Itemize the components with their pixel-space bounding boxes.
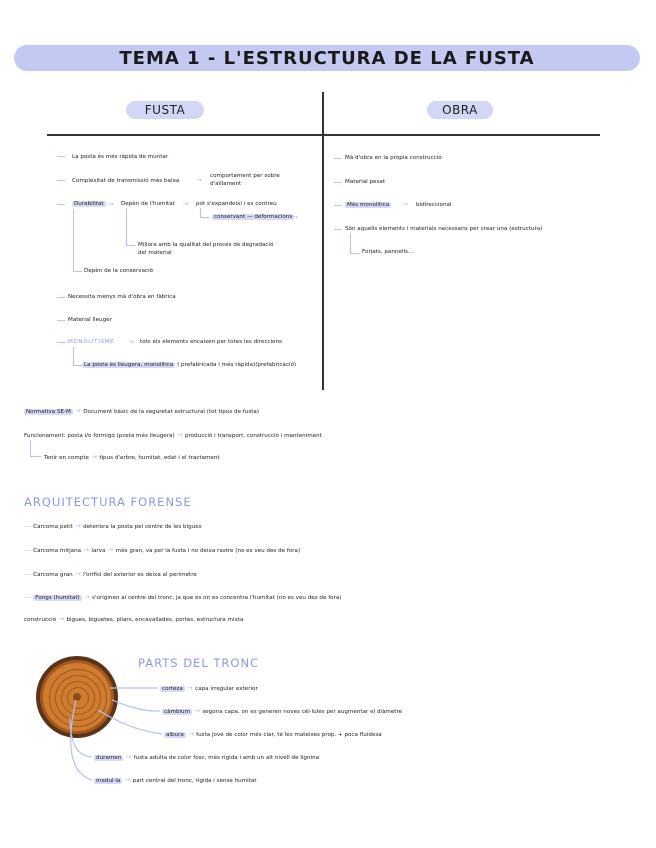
fusta-item-6c-rest: ( prefabricada i més ràpida)(prefabricació) — [177, 362, 297, 368]
column-heading-obra-label: OBRA — [442, 103, 478, 117]
trunk-part-corteza-label: corteza — [162, 686, 183, 692]
obra-item-3b: bidireccional — [416, 202, 452, 208]
durabilitat-highlight: Durabilitat — [74, 201, 104, 207]
forense-item-2-larva: larva — [91, 548, 106, 554]
arrow-icon: → — [192, 707, 203, 715]
fusta-item-monolitisme: MONOLITISME — [68, 339, 115, 345]
funcionament-label: Funcionament: posta i/o formigó (posta més lleugera) — [24, 433, 175, 439]
trunk-part-albura-label: albura — [166, 732, 184, 738]
trunk-part-cambium-label: càmbium — [164, 709, 191, 715]
forense-item-5-label: construcció — [24, 617, 57, 623]
arrow-icon: → — [105, 546, 116, 554]
arrow-icon: → — [292, 213, 298, 221]
forense-item-3-text: l'orifici del exterior es deixa al perímetre — [83, 572, 197, 578]
bullet-dash: — — [24, 522, 34, 530]
tenir-compte-text: tipus d'arbre, humitat, edat i el tractament — [99, 455, 220, 461]
trunk-part-duramen — [94, 753, 319, 762]
arrow-icon: → — [402, 200, 408, 208]
forense-item-1-text: deteriora la posta pel centre de les bigues — [83, 524, 202, 530]
normativa-highlight: Normativa SE-M — [26, 409, 71, 415]
fusta-item-1: La posta és més ràpida de muntar — [72, 154, 169, 160]
fusta-item-3d-line1: Millora amb la qualitat del procés de degradació — [138, 242, 274, 248]
trunk-part-medulla-label: medul·la — [96, 778, 121, 784]
bullet-dash: — — [24, 570, 34, 578]
fusta-item-3d-line2: del material — [138, 250, 172, 256]
bullet-dash: — — [24, 593, 34, 601]
trunk-part-duramen-label: duramen — [96, 755, 122, 761]
funcionament-text: producció i transport, construcció i manteniment — [184, 433, 322, 439]
trunk-part-albura-text: fusta jove de color més clar, té les mateixes prop. + poca fluïdesa — [196, 732, 382, 738]
arrow-icon: → — [88, 453, 100, 461]
forense-item-4-text: s'originen al centre del tronc, ja que és on es concentra l'humitat (no es veu des de fora) — [92, 595, 342, 601]
trunk-part-duramen-text: fusta adulta de color fosc, més rígida i amb un alt nivell de lignina — [133, 755, 320, 761]
trunk-part-medulla — [94, 776, 257, 785]
arrow-icon: → — [81, 593, 93, 601]
arrow-icon: → — [185, 730, 197, 738]
fusta-item-2: Complexitat de transmissió més baixa — [72, 178, 180, 184]
normativa-text: Document bàsic de la seguretat estructural (tot tipus de fusta) — [83, 409, 260, 415]
arrow-icon: → — [72, 407, 84, 415]
obra-item-4: Són aquells elements i materials necessaris per crear una (estructura) — [345, 226, 543, 232]
obra-item-1: Mà d'obra en la pròpia construcció — [345, 155, 442, 161]
arrow-icon: → — [183, 200, 189, 208]
forense-item-2-label: Carcoma mitjana — [33, 548, 82, 554]
fusta-item-2-note-1: comportament per sobre — [210, 173, 280, 179]
arrow-icon: → — [123, 753, 134, 761]
arrow-icon: → — [108, 200, 114, 208]
arrow-icon: → — [72, 522, 84, 530]
obra-item-2: Material pesat — [345, 179, 386, 185]
arrow-icon: → — [81, 546, 92, 554]
tenir-compte-label: Tenir en compte — [44, 455, 89, 461]
trunk-part-albura — [164, 730, 382, 739]
fusta-item-6b: tots els elements encaixen per totes les direccions — [140, 339, 282, 345]
obra-item-3-highlight: Més monolítica — [347, 202, 390, 208]
forense-item-5-text: bigues, biguetes, pilars, encavallades, portes, estructura mixta — [66, 617, 244, 623]
trunk-part-corteza-text: capa irregular exterior — [195, 686, 258, 692]
fusta-item-2-note-2: d'aïllament — [210, 181, 242, 187]
fusta-item-3e: Depèn de la conservació — [84, 268, 154, 274]
forense-item-4-highlight: Fongs (humitat) — [35, 595, 80, 601]
arrow-icon: → — [72, 570, 84, 578]
fusta-item-4: Necessita menys mà d'obra en fàbrica — [68, 294, 176, 300]
column-heading-fusta-label: FUSTA — [144, 103, 186, 117]
arrow-icon: → — [128, 338, 134, 346]
page-title: TEMA 1 - L'ESTRUCTURA DE LA FUSTA — [119, 47, 535, 69]
fusta-item-5: Material lleuger — [68, 317, 112, 323]
trunk-part-corteza — [160, 684, 258, 693]
trunk-part-cambium-text: segona capa, on es generen noves cèl·lules per augmentar el diàmetre — [202, 709, 403, 715]
fusta-item-6c-highlight: La posta és lleugera, monolítica — [84, 362, 174, 368]
fusta-item-3c-highlight: conservant — deformacions — [214, 214, 293, 220]
arrow-icon: → — [196, 176, 202, 184]
obra-item-4b: Forjats, pannells... — [362, 249, 414, 255]
parts-heading: PARTS DEL TRONC — [138, 656, 260, 670]
forense-item-1-label: Carcoma petit — [33, 524, 73, 530]
forense-item-2-text: més gran, va per la fusta i no deixa rastre (no es veu des de fora) — [115, 548, 301, 554]
arrow-icon: → — [184, 684, 196, 692]
arrow-icon: → — [122, 776, 133, 784]
fusta-item-3b: pot s'expandeixi i es contreu — [196, 201, 277, 207]
forense-item-3-label: Carcoma gran — [33, 572, 73, 578]
bullet-dash: — — [24, 546, 34, 554]
arrow-icon: → — [174, 431, 185, 439]
trunk-part-medulla-text: part central del tronc, rígida i sense humitat — [132, 778, 257, 784]
trunk-part-cambium — [162, 707, 402, 716]
fusta-item-3a: Depèn de l'humitat — [121, 201, 175, 207]
arrow-icon: → — [56, 615, 67, 623]
forense-heading: ARQUITECTURA FORENSE — [24, 495, 192, 509]
